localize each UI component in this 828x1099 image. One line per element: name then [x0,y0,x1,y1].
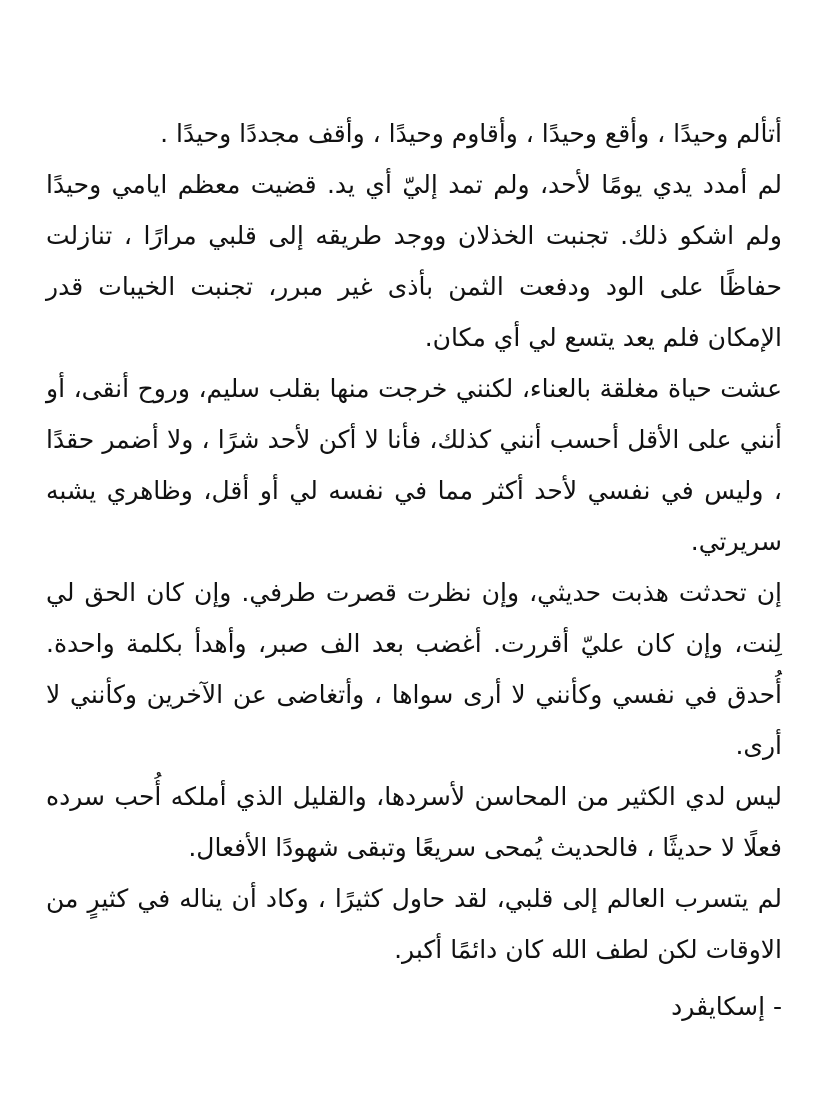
paragraph-4: إن تحدثت هذبت حديثي، وإن نظرت قصرت طرفي. وإن كان الحق لي لِنت، وإن كان عليّ أقررت. أغضب بعد الف صبر، وأهدأ بكلمة واحدة. أُحدق في نفسي وكأنني لا أرى سواها ، وأتغاضى عن الآخرين وكأنني لا أرى. [46,578,782,760]
signature: - إسكايڤرد [671,992,782,1021]
paragraph-5: ليس لدي الكثير من المحاسن لأسردها، والقليل الذي أملكه أُحب سرده فعلًا لا حديثًا ، فالحديث يُمحى سريعًا وتبقى شهودًا الأفعال. [46,782,782,862]
paragraph-3: عشت حياة مغلقة بالعناء، لكنني خرجت منها بقلب سليم، وروح أنقى، أو أنني على الأقل أحسب أنني كذلك، فأنا لا أكن لأحد شرًا ، ولا أضمر حقدًا ، وليس في نفسي لأحد أكثر مما في نفسه لي أو أقل، وظاهري يشبه سريرتي. [46,374,782,556]
paragraph-2: لم أمدد يدي يومًا لأحد، ولم تمد إليّ أي يد. قضيت معظم ايامي وحيدًا ولم اشكو ذلك. تجنبت الخذلان ووجد طريقه إلى قلبي مرارًا ، تنازلت حفاظًا على الود ودفعت الثمن بأذى غير مبرر، تجنبت الخيبات قدر الإمكان فلم يعد يتسع لي أي مكان. [46,170,782,352]
paragraph-1: أتألم وحيدًا ، وأقع وحيدًا ، وأقاوم وحيدًا ، وأقف مجددًا وحيدًا . [160,119,782,148]
paragraph-6: لم يتسرب العالم إلى قلبي، لقد حاول كثيرًا ، وكاد أن يناله في كثيرٍ من الاوقات لكن لطف الله كان دائمًا أكبر. [46,884,782,964]
document-body [46,108,782,1032]
